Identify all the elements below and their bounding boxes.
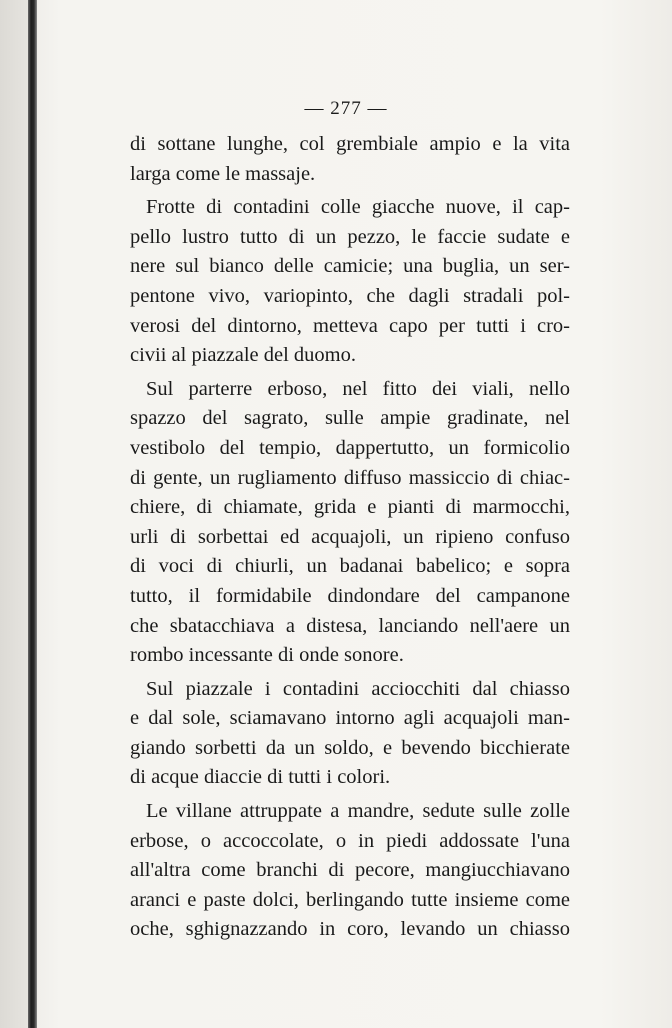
- text-line: chiere, di chiamate, grida e pianti di marmocchi,: [130, 496, 570, 519]
- text-line: Sul parterre erboso, nel fitto dei viali, nello: [146, 377, 570, 400]
- body-text: [130, 130, 570, 945]
- text-line: larga come le massaje.: [130, 162, 316, 185]
- text-line: di voci di chiurli, un badanai babelico; e sopra: [130, 555, 570, 578]
- text-line: di sottane lunghe, col grembiale ampio e la vita: [130, 133, 570, 155]
- text-line: di acque diaccie di tutti i colori.: [130, 766, 391, 789]
- text-line: oche, sghignazzando in coro, levando un chiasso: [130, 918, 570, 941]
- text-line: Frotte di contadini colle giacche nuove, il cap-: [146, 196, 570, 219]
- text-line: pentone vivo, variopinto, che dagli stradali pol-: [130, 284, 570, 307]
- text-line: che sbatacchiava a distesa, lanciando nell'aere un: [130, 614, 570, 637]
- text-line: Le villane attruppate a mandre, sedute sulle zolle: [146, 800, 570, 823]
- text-line: civii al piazzale del duomo.: [130, 344, 356, 367]
- text-line: tutto, il formidabile dindondare del campanone: [130, 584, 570, 607]
- text-line: Sul piazzale i contadini acciocchiti dal chiasso: [146, 677, 570, 700]
- text-line: spazzo del sagrato, sulle ampie gradinate, nel: [130, 407, 570, 430]
- text-line: di gente, un rugliamento diffuso massiccio di chiac-: [130, 466, 570, 489]
- page-margin-shadow: [0, 0, 28, 1028]
- text-line: pello lustro tutto di un pezzo, le faccie sudate e: [130, 225, 570, 248]
- page-number: — 277 —: [304, 98, 388, 119]
- text-line: verosi del dintorno, metteva capo per tutti i cro-: [130, 314, 570, 337]
- text-line: all'altra come branchi di pecore, mangiucchiavano: [130, 859, 570, 882]
- text-line: nere sul bianco delle camicie; una buglia, un ser-: [130, 255, 570, 278]
- text-line: urli di sorbettai ed acquajoli, un ripieno confuso: [130, 525, 570, 548]
- text-line: giando sorbetti da un soldo, e bevendo bicchierate: [130, 736, 570, 759]
- text-line: aranci e paste dolci, berlingando tutte insieme come: [130, 888, 570, 911]
- text-line: e dal sole, sciamavano intorno agli acquajoli man-: [130, 707, 570, 730]
- text-line: rombo incessante di onde sonore.: [130, 644, 404, 667]
- text-line: erbose, o accoccolate, o in piedi addossate l'una: [130, 829, 570, 852]
- book-binding-edge: [28, 0, 37, 1028]
- text-line: vestibolo del tempio, dappertutto, un formicolio: [130, 436, 570, 459]
